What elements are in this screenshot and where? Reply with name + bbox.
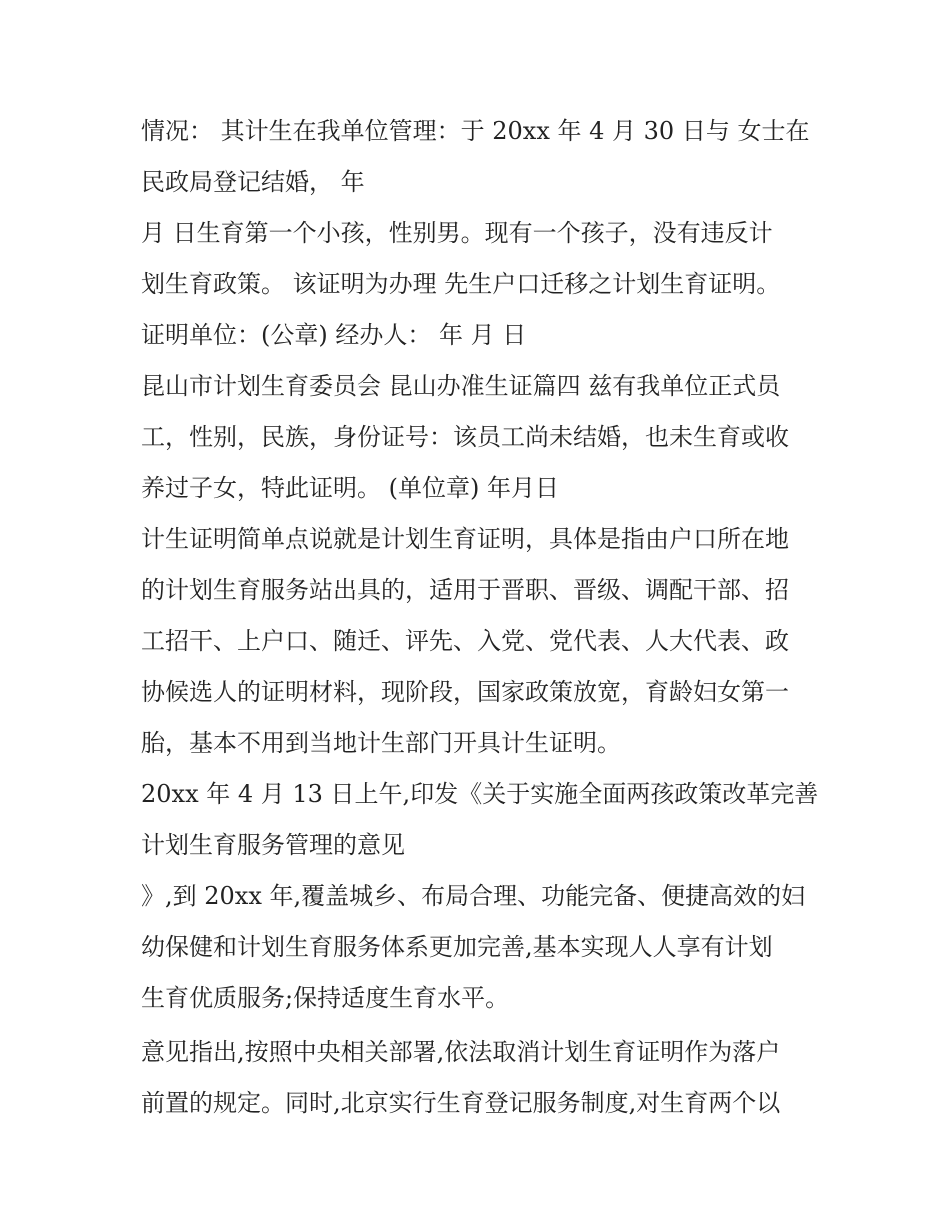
text-line: 的计划生育服务站出具的，适用于晋职、晋级、调配干部、招 (141, 576, 789, 604)
text-line: 计生证明简单点说就是计划生育证明，具体是指由户口所在地 (141, 525, 789, 553)
text-line: 20xx 年 4 月 13 日上午,印发《关于实施全面两孩政策改革完善 (141, 780, 819, 808)
text-line: 划生育政策。 该证明为办理 先生户口迁移之计划生育证明。 (141, 270, 781, 298)
text-line: 意见指出,按照中央相关部署,依法取消计划生育证明作为落户 (141, 1038, 781, 1066)
text-line: 工招干、上户口、随迁、评先、入党、党代表、人大代表、政 (141, 627, 789, 655)
text-line: 养过子女，特此证明。 (单位章) 年月日 (141, 474, 559, 502)
text-line: 民政局登记结婚， 年 (141, 168, 365, 196)
text-line: 情况： 其计生在我单位管理：于 20xx 年 4 月 30 日与 女士在 (141, 117, 810, 145)
text-line: 》,到 20xx 年,覆盖城乡、布局合理、功能完备、便捷高效的妇 (141, 882, 806, 910)
document-body (141, 106, 821, 1129)
text-line: 计划生育服务管理的意见 (141, 831, 405, 859)
text-line: 证明单位：(公章) 经办人： 年 月 日 (141, 321, 527, 349)
text-line: 月 日生育第一个小孩，性别男。现有一个孩子，没有违反计 (141, 219, 773, 247)
text-line: 生育优质服务;保持适度生育水平。 (141, 984, 510, 1012)
text-line: 协候选人的证明材料，现阶段，国家政策放宽，育龄妇女第一 (141, 678, 789, 706)
text-line: 工，性别，民族，身份证号：该员工尚未结婚，也未生育或收 (141, 423, 789, 451)
text-line: 昆山市计划生育委员会 昆山办准生证篇四 兹有我单位正式员 (141, 372, 781, 400)
text-line: 幼保健和计划生育服务体系更加完善,基本实现人人享有计划 (141, 933, 773, 961)
text-line: 胎，基本不用到当地计生部门开具计生证明。 (141, 729, 621, 757)
text-line: 前置的规定。同时,北京实行生育登记服务制度,对生育两个以 (141, 1089, 781, 1117)
